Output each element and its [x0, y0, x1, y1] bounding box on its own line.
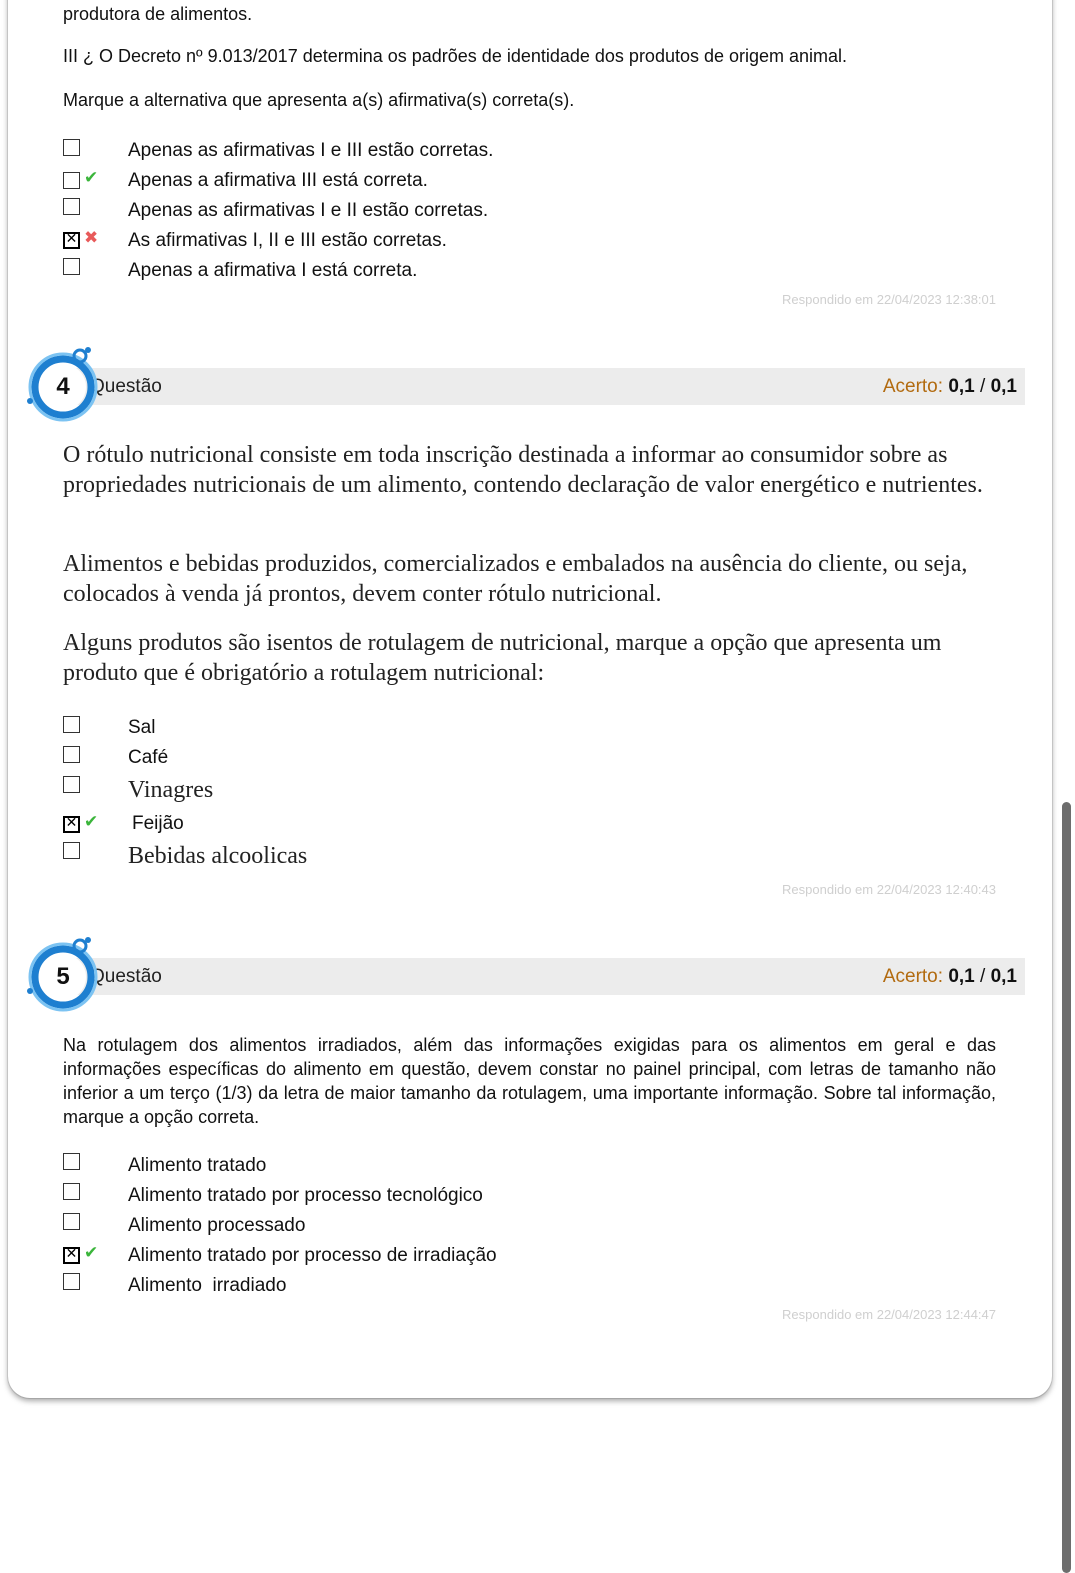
q5-option-1-label: Alimento tratado [128, 1155, 267, 1176]
q5-paragraph: Na rotulagem dos alimentos irradiados, além das informações exigidas para os alimentos em geral e das informações específicas do alimento em questão, devem constar no painel principal, com letras de tamanho não inferior a um terço (1/3) da letra de maior tamanho da rotulagem, uma importante informação. Sobre tal informação, marque a opção correta. [63, 1035, 996, 1127]
q3-text-top: produtora de alimentos. [63, 4, 253, 24]
correct-check-icon: ✔ [84, 168, 99, 188]
q5-option-2-label: Alimento tratado por processo tecnológico [128, 1185, 483, 1206]
q3-option-1-label: Apenas as afirmativas I e III estão corretas. [128, 140, 494, 161]
q3-option-5-checkbox[interactable] [63, 258, 80, 275]
q4-option-4-checkbox-selected[interactable] [63, 816, 80, 833]
q3-answered-timestamp: Respondido em 22/04/2023 12:38:01 [782, 292, 996, 307]
q5-label: Questão [90, 966, 162, 987]
q5-option-2-checkbox[interactable] [63, 1183, 80, 1200]
q4-paragraph-1: O rótulo nutricional consiste em toda inscrição destinada a informar ao consumidor sobre as propriedades nutricionais de um alimento, contendo declaração de valor energético e nutrientes. [63, 442, 983, 498]
q5-option-4-label: Alimento tratado por processo de irradiação [128, 1245, 497, 1266]
correct-check-icon: ✔ [84, 812, 99, 832]
wrong-x-icon: ✖ [84, 228, 99, 248]
vertical-scrollbar[interactable] [1062, 802, 1071, 1573]
q4-option-4-label: Feijão [132, 813, 184, 834]
q4-answered-timestamp: Respondido em 22/04/2023 12:40:43 [782, 882, 996, 897]
q4-option-5-checkbox[interactable] [63, 842, 80, 859]
q4-option-1-checkbox[interactable] [63, 716, 80, 733]
q3-option-2-label: Apenas a afirmativa III está correta. [128, 170, 428, 191]
q3-prompt: Marque a alternativa que apresenta a(s) afirmativa(s) correta(s). [63, 90, 575, 110]
q5-option-3-label: Alimento processado [128, 1215, 306, 1236]
q4-header-bar [60, 368, 1025, 405]
q4-option-1-label: Sal [128, 717, 156, 738]
q4-option-5-label: Bebidas alcoolicas [128, 843, 308, 869]
q3-option-2-checkbox[interactable] [63, 172, 80, 189]
q5-option-4-checkbox-selected[interactable] [63, 1247, 80, 1264]
q3-option-3-checkbox[interactable] [63, 198, 80, 215]
question-number-badge-icon [20, 346, 100, 426]
q5-option-3-checkbox[interactable] [63, 1213, 80, 1230]
q5-option-5-checkbox[interactable] [63, 1273, 80, 1290]
q5-answered-timestamp: Respondido em 22/04/2023 12:44:47 [782, 1307, 996, 1322]
q4-option-3-checkbox[interactable] [63, 776, 80, 793]
q3-option-4-checkbox-selected[interactable] [63, 232, 80, 249]
q3-option-3-label: Apenas as afirmativas I e II estão corretas. [128, 200, 489, 221]
q4-score: Acerto: 0,1 / 0,1 [882, 376, 1017, 397]
q4-paragraph-3: Alguns produtos são isentos de rotulagem de nutricional, marque a opção que apresenta um produto que é obrigatório a rotulagem nutricional: [63, 630, 942, 686]
q5-option-5-label: Alimento irradiado [128, 1275, 287, 1296]
q5-header-bar [60, 958, 1025, 995]
q4-option-3-label: Vinagres [128, 777, 214, 803]
q3-option-5-label: Apenas a afirmativa I está correta. [128, 260, 418, 281]
question-number-badge-icon [20, 936, 100, 1016]
q3-statement-iii: III ¿ O Decreto nº 9.013/2017 determina os padrões de identidade dos produtos de origem animal. [63, 46, 848, 66]
q4-number: 4 [40, 364, 86, 410]
q4-label: Questão [90, 376, 162, 397]
q3-option-1-checkbox[interactable] [63, 139, 80, 156]
q3-option-4-label: As afirmativas I, II e III estão corretas. [128, 230, 447, 251]
q4-paragraph-2: Alimentos e bebidas produzidos, comercializados e embalados na ausência do cliente, ou seja, colocados à venda já prontos, devem conter rótulo nutricional. [63, 551, 968, 607]
correct-check-icon: ✔ [84, 1243, 99, 1263]
q5-number: 5 [40, 954, 86, 1000]
q5-option-1-checkbox[interactable] [63, 1153, 80, 1170]
q5-score: Acerto: 0,1 / 0,1 [882, 966, 1017, 987]
q4-option-2-checkbox[interactable] [63, 746, 80, 763]
q4-option-2-label: Café [128, 747, 169, 768]
